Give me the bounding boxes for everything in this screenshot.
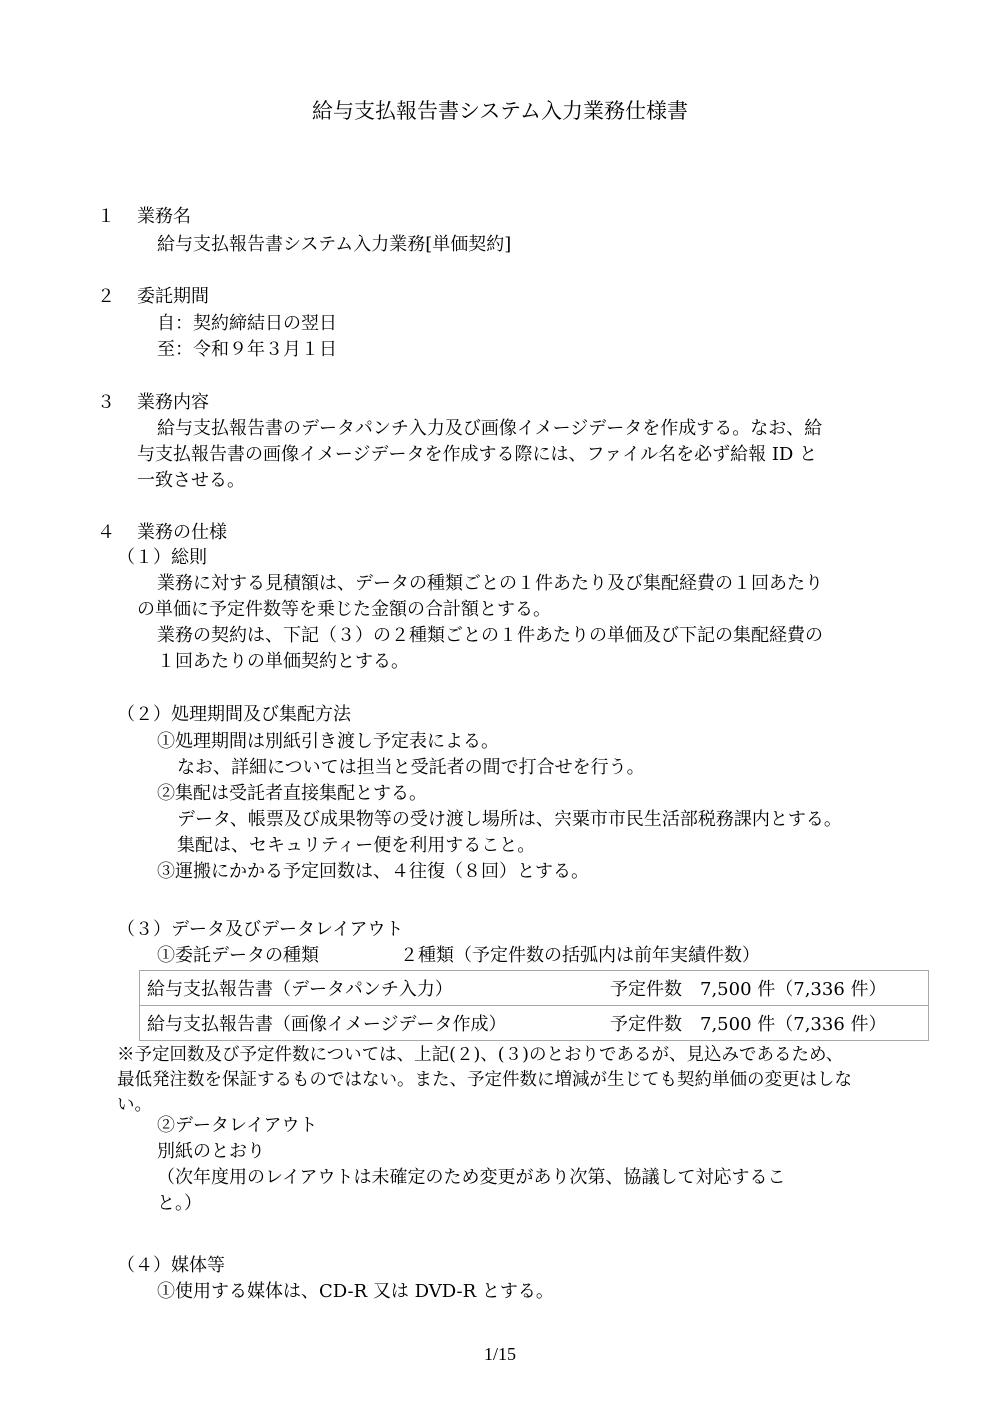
document-title: 給与支払報告書システム入力業務仕様書 [312,99,688,123]
data-layout-line: と。） [157,1193,202,1214]
subsection-2-line: ①処理期間は別紙引き渡し予定表による。 [157,731,499,752]
note-line: い。 [117,1095,152,1115]
table-row [140,1006,929,1041]
subsection-2-line: なお、詳細については担当と受託者の間で打合せを行う。 [177,757,645,778]
note-line: ※予定回数及び予定件数については、上記(２)、(３)のとおりであるが、見込みであるため、 [117,1045,844,1065]
data-type-name: 給与支払報告書（画像イメージデータ作成） [140,1006,611,1041]
period-to: 至：令和９年３月１日 [157,339,337,360]
data-type-count: 予定件数 7,500 件（7,336 件） [610,971,929,1006]
subsection-2-line: 集配は、セキュリティー便を利用すること。 [177,835,536,856]
section-2-number: ２ [97,286,115,307]
note-line: 最低発注数を保証するものではない。また、予定件数に増減が生じても契約単価の変更はしな [117,1070,852,1090]
subsection-2-line: ②集配は受託者直接集配とする。 [157,783,427,804]
section-1-number: １ [97,206,115,227]
section-3-line: 一致させる。 [137,470,245,491]
subsection-2-line: データ、帳票及び成果物等の受け渡し場所は、宍粟市市民生活部税務課内とする。 [177,809,842,830]
section-4-number: ４ [97,522,115,543]
data-layout-heading: ②データレイアウト [157,1115,318,1136]
period-from: 自：契約締結日の翌日 [157,313,337,334]
subsection-1-line: １回あたりの単価契約とする。 [157,651,409,672]
data-type-count: 予定件数 7,500 件（7,336 件） [610,1006,929,1041]
section-3-heading: 業務内容 [137,392,209,413]
section-1-heading: 業務名 [137,206,191,227]
table-row [140,971,929,1006]
subsection-2-heading: （２）処理期間及び集配方法 [117,704,351,725]
section-4-heading: 業務の仕様 [137,522,227,543]
subsection-1-line: 業務の契約は、下記（３）の２種類ごとの１件あたりの単価及び下記の集配経費の [157,625,823,646]
section-3-line: 給与支払報告書のデータパンチ入力及び画像イメージデータを作成する。なお、給 [157,418,823,439]
data-type-name: 給与支払報告書（データパンチ入力） [140,971,611,1006]
data-layout-line: （次年度用のレイアウトは未確定のため変更があり次第、協議して対応するこ [157,1167,786,1188]
subsection-1-line: 業務に対する見積額は、データの種類ごとの１件あたり及び集配経費の１回あたり [157,573,823,594]
subsection-4-line: ①使用する媒体は、CD-R 又は DVD-R とする。 [157,1281,554,1302]
subsection-3-heading: （３）データ及びデータレイアウト [117,919,404,940]
section-2-heading: 委託期間 [137,286,209,307]
data-layout-line: 別紙のとおり [157,1141,265,1162]
data-types-count: ２種類（予定件数の括弧内は前年実績件数） [400,945,760,966]
subsection-1-line: の単価に予定件数等を乗じた金額の合計額とする。 [137,599,551,620]
section-3-number: ３ [97,392,115,413]
data-types-label: ①委託データの種類 [157,945,319,966]
page-number: 1/15 [483,1344,516,1364]
subsection-2-line: ③運搬にかかる予定回数は、４往復（８回）とする。 [157,861,589,882]
subsection-4-heading: （４）媒体等 [117,1255,225,1276]
data-types-table [139,970,929,1041]
subsection-1-heading: （１）総則 [117,547,207,568]
section-1-body: 給与支払報告書システム入力業務[単価契約] [157,234,512,255]
section-3-line: 与支払報告書の画像イメージデータを作成する際には、ファイル名を必ず給報 ID と [137,444,818,465]
